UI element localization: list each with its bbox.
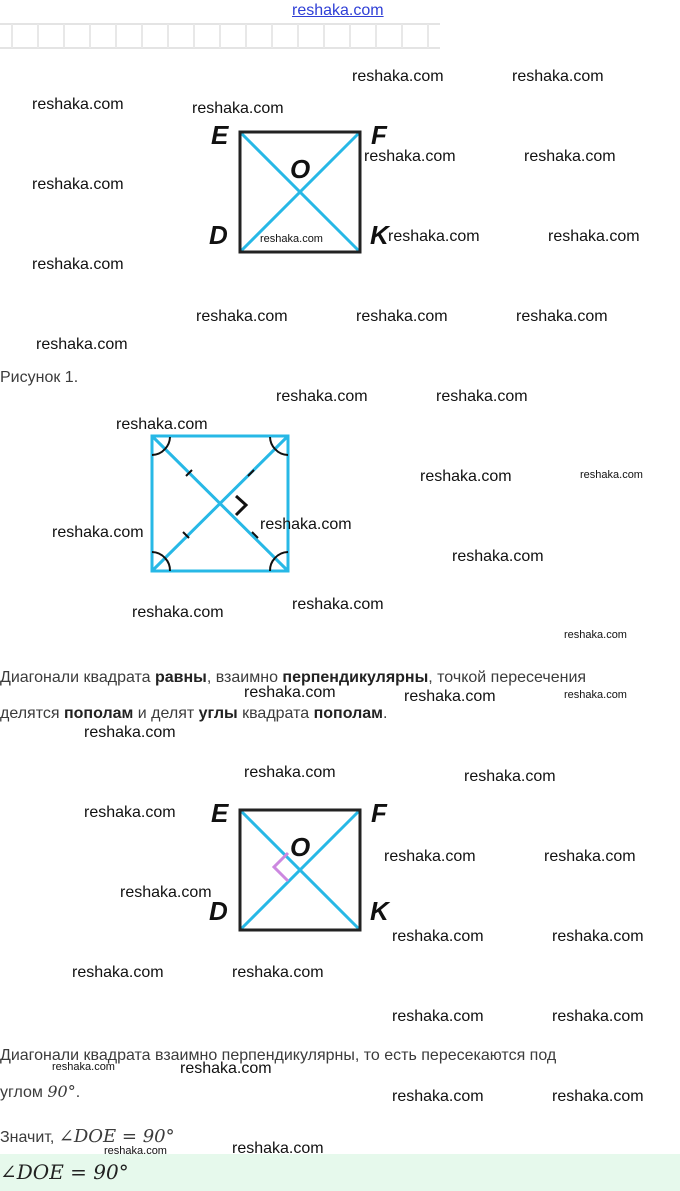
watermark: reshaka.com	[84, 804, 176, 821]
watermark: reshaka.com	[516, 308, 608, 325]
watermark: reshaka.com	[392, 928, 484, 945]
watermark: reshaka.com	[32, 176, 124, 193]
watermark: reshaka.com	[436, 388, 528, 405]
watermark: reshaka.com	[452, 548, 544, 565]
watermark: reshaka.com	[544, 848, 636, 865]
right-angle-mark	[236, 496, 246, 515]
perpendicular-text-line-2: углом 90°.	[0, 1082, 81, 1101]
right-angle-mark	[274, 853, 288, 881]
watermark: reshaka.com	[384, 848, 476, 865]
watermark: reshaka.com	[52, 524, 144, 541]
watermark: reshaka.com	[404, 688, 496, 705]
properties-text-line-1: Диагонали квадрата равны, взаимно перпендикулярны, точкой пересечения	[0, 669, 587, 686]
label-f: F	[371, 798, 387, 828]
watermark: reshaka.com	[580, 469, 643, 481]
properties-text-line-2: делятся пополам и делят углы квадрата пополам.	[0, 705, 388, 722]
watermark: reshaka.com	[32, 256, 124, 273]
watermark: reshaka.com	[552, 1008, 644, 1025]
watermark: reshaka.com	[276, 388, 368, 405]
watermark: reshaka.com	[232, 1140, 324, 1157]
watermark: reshaka.com	[104, 1145, 167, 1157]
watermark: reshaka.com	[72, 964, 164, 981]
watermark: reshaka.com	[244, 764, 336, 781]
label-d: D	[209, 896, 228, 926]
watermark: reshaka.com	[352, 68, 444, 85]
watermark: reshaka.com	[260, 233, 323, 245]
watermark: reshaka.com	[116, 416, 208, 433]
watermark: reshaka.com	[392, 1088, 484, 1105]
watermark: reshaka.com	[120, 884, 212, 901]
figure-3-square	[200, 793, 400, 943]
figure-2-square	[140, 425, 310, 585]
answer-box	[0, 1154, 680, 1191]
watermark: reshaka.com	[356, 308, 448, 325]
watermark: reshaka.com	[132, 604, 224, 621]
watermark: reshaka.com	[464, 768, 556, 785]
label-o: O	[290, 154, 311, 184]
label-e: E	[211, 798, 229, 828]
watermark: reshaka.com	[232, 964, 324, 981]
label-e: E	[211, 120, 229, 150]
label-k: K	[370, 896, 389, 926]
figure-caption: Рисунок 1.	[0, 369, 79, 386]
perpendicular-text-line-1: Диагонали квадрата взаимно перпендикулярны, то есть пересекаются под	[0, 1047, 557, 1064]
watermark: reshaka.com	[524, 148, 616, 165]
watermark: reshaka.com	[564, 629, 627, 641]
site-link[interactable]: reshaka.com	[292, 2, 384, 19]
watermark: reshaka.com	[180, 1060, 272, 1077]
watermark: reshaka.com	[564, 689, 627, 701]
watermark: reshaka.com	[32, 96, 124, 113]
label-f: F	[371, 120, 387, 150]
watermark: reshaka.com	[552, 1088, 644, 1105]
watermark: reshaka.com	[244, 684, 336, 701]
watermark: reshaka.com	[84, 724, 176, 741]
watermark: reshaka.com	[52, 1061, 115, 1073]
header-grid-decoration	[0, 20, 440, 52]
watermark: reshaka.com	[392, 1008, 484, 1025]
watermark: reshaka.com	[260, 516, 352, 533]
watermark: reshaka.com	[292, 596, 384, 613]
watermark: reshaka.com	[548, 228, 640, 245]
watermark: reshaka.com	[364, 148, 456, 165]
watermark: reshaka.com	[388, 228, 480, 245]
watermark: reshaka.com	[552, 928, 644, 945]
label-o: O	[290, 832, 311, 862]
watermark: reshaka.com	[196, 308, 288, 325]
conclusion-text: Значит, ∠DOE = 90°	[0, 1126, 175, 1147]
watermark: reshaka.com	[36, 336, 128, 353]
watermark: reshaka.com	[192, 100, 284, 117]
label-d: D	[209, 220, 228, 250]
answer-value: ∠DOE = 90°	[0, 1160, 129, 1184]
watermark: reshaka.com	[420, 468, 512, 485]
watermark: reshaka.com	[512, 68, 604, 85]
label-k: K	[370, 220, 389, 250]
